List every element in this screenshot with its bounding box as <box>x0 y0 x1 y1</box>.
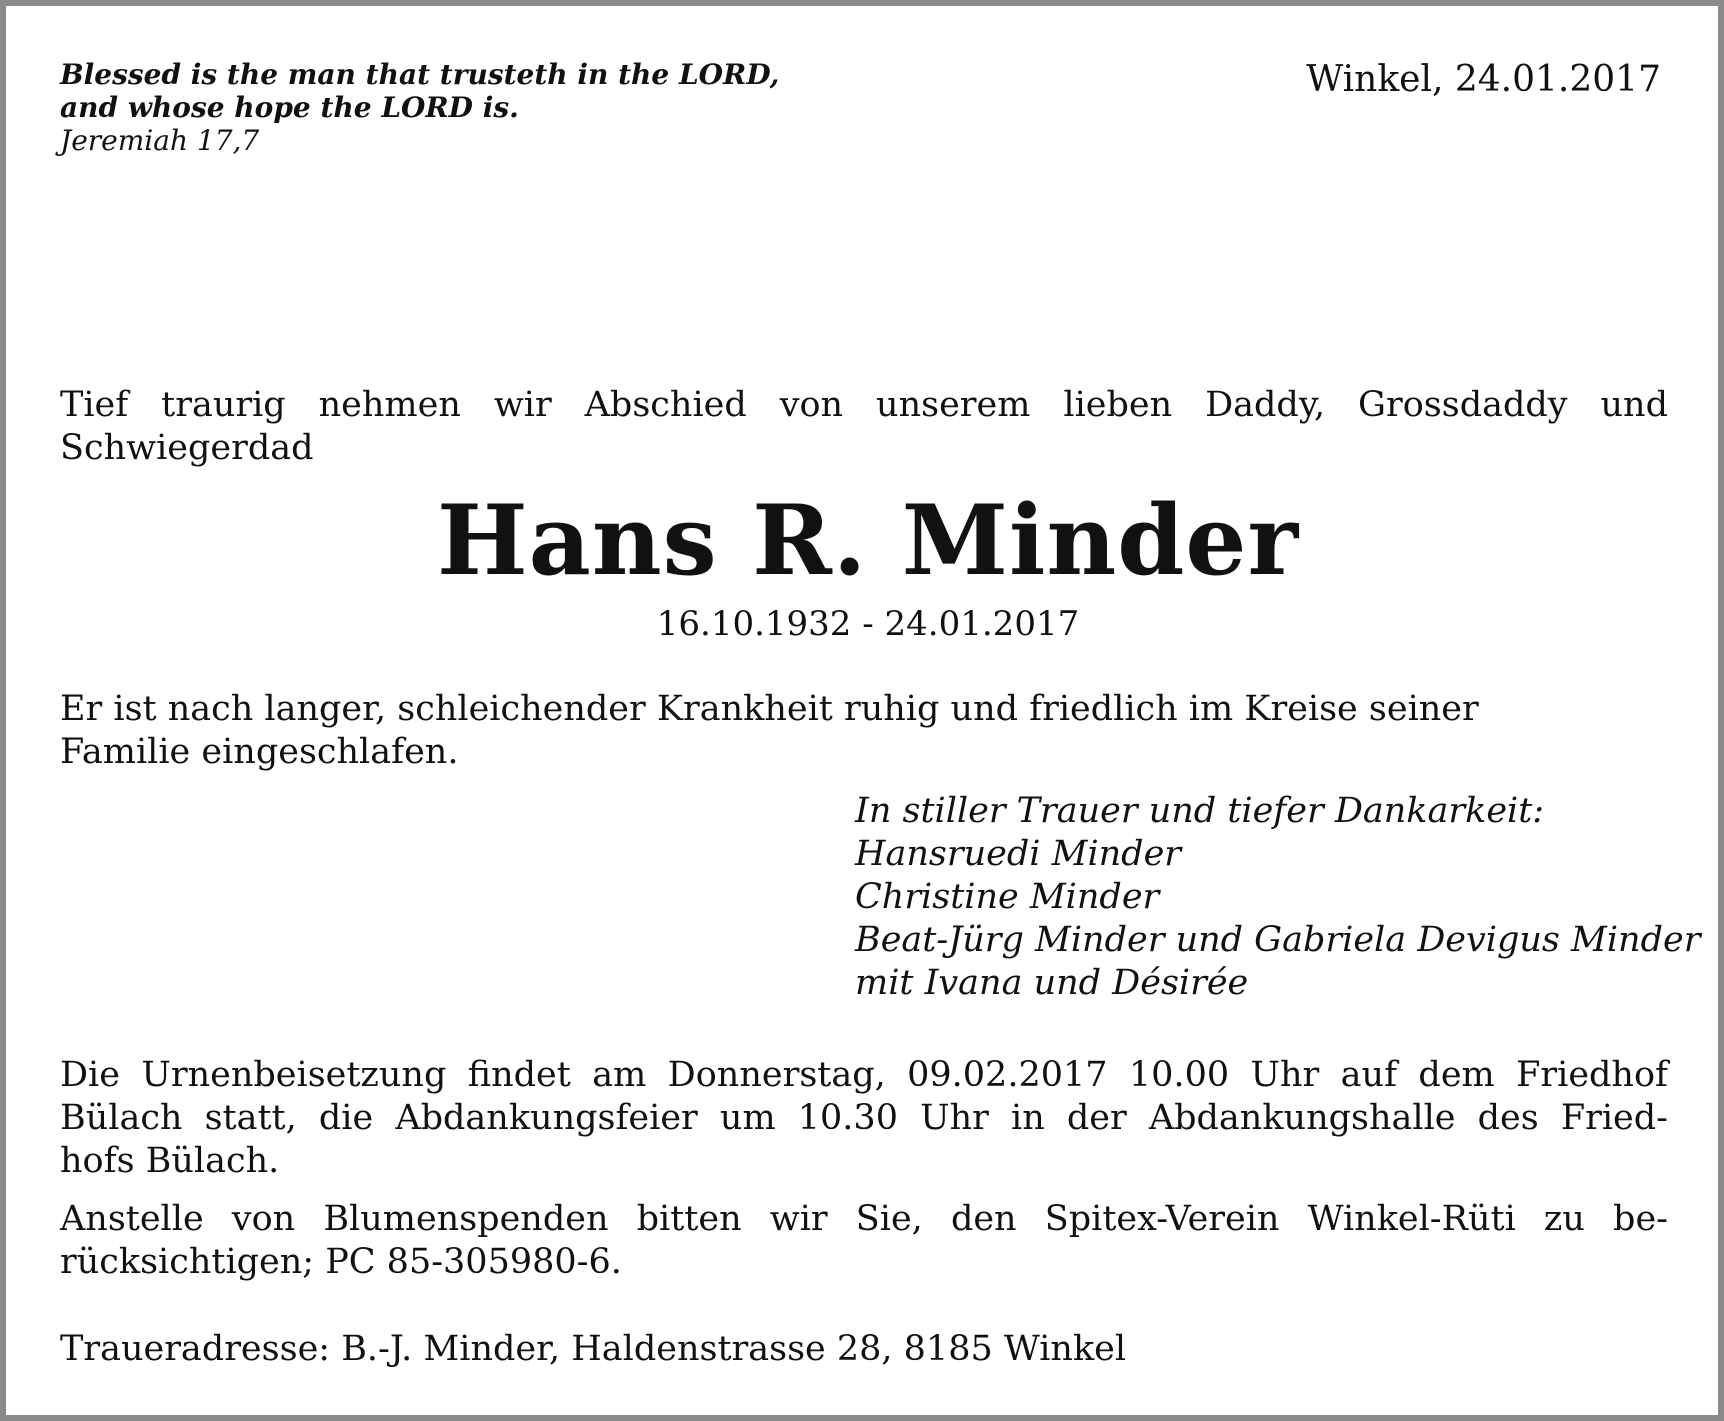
passing-paragraph <box>60 688 1668 774</box>
mourners-block <box>855 790 1700 1005</box>
verse-line-2: and whose hope the LORD is. <box>60 91 519 124</box>
bible-verse <box>60 58 779 157</box>
mourners-heading: In stiller Trauer und tiefer Dankarkeit: <box>855 791 1545 831</box>
ceremony-line-2: Bülach statt, die Abdankungsfeier um 10.30 Uhr in der Abdankungshalle des Fried- <box>60 1098 1668 1138</box>
passing-line-2: Familie eingeschlafen. <box>60 732 459 772</box>
mourner-name: Hansruedi Minder <box>855 834 1182 874</box>
ceremony-line-1: Die Urnenbeisetzung findet am Donnerstag, 09.02.2017 10.00 Uhr auf dem Friedhof <box>60 1055 1668 1095</box>
deceased-name: Hans R. Minder <box>436 484 1300 597</box>
ceremony-paragraph <box>60 1054 1668 1183</box>
intro-line-2: Schwiegerdad <box>60 428 314 468</box>
mourner-name: mit Ivana und Désirée <box>855 963 1249 1003</box>
verse-line-1: Blessed is the man that trusteth in the LORD, <box>60 58 780 91</box>
intro-paragraph <box>60 384 1668 470</box>
mourning-address: Traueradresse: B.-J. Minder, Haldenstrasse 28, 8185 Winkel <box>60 1329 1127 1369</box>
ceremony-line-3: hofs Bülach. <box>60 1141 280 1181</box>
donation-paragraph <box>60 1198 1668 1284</box>
intro-line-1: Tief traurig nehmen wir Abschied von unserem lieben Daddy, Grossdaddy und <box>60 385 1668 425</box>
mourner-name: Beat-Jürg Minder und Gabriela Devigus Minder <box>855 920 1701 960</box>
life-dates: 16.10.1932 - 24.01.2017 <box>656 604 1080 644</box>
donation-line-1: Anstelle von Blumenspenden bitten wir Sie, den Spitex-Verein Winkel-Rüti zu be- <box>60 1199 1668 1239</box>
verse-reference: Jeremiah 17,7 <box>60 124 260 157</box>
donation-line-2: rücksichtigen; PC 85-305980-6. <box>60 1242 622 1282</box>
mourner-name: Christine Minder <box>855 877 1160 917</box>
passing-line-1: Er ist nach langer, schleichender Krankheit ruhig und friedlich im Kreise seiner <box>60 689 1479 729</box>
place-and-date: Winkel, 24.01.2017 <box>1306 59 1661 100</box>
